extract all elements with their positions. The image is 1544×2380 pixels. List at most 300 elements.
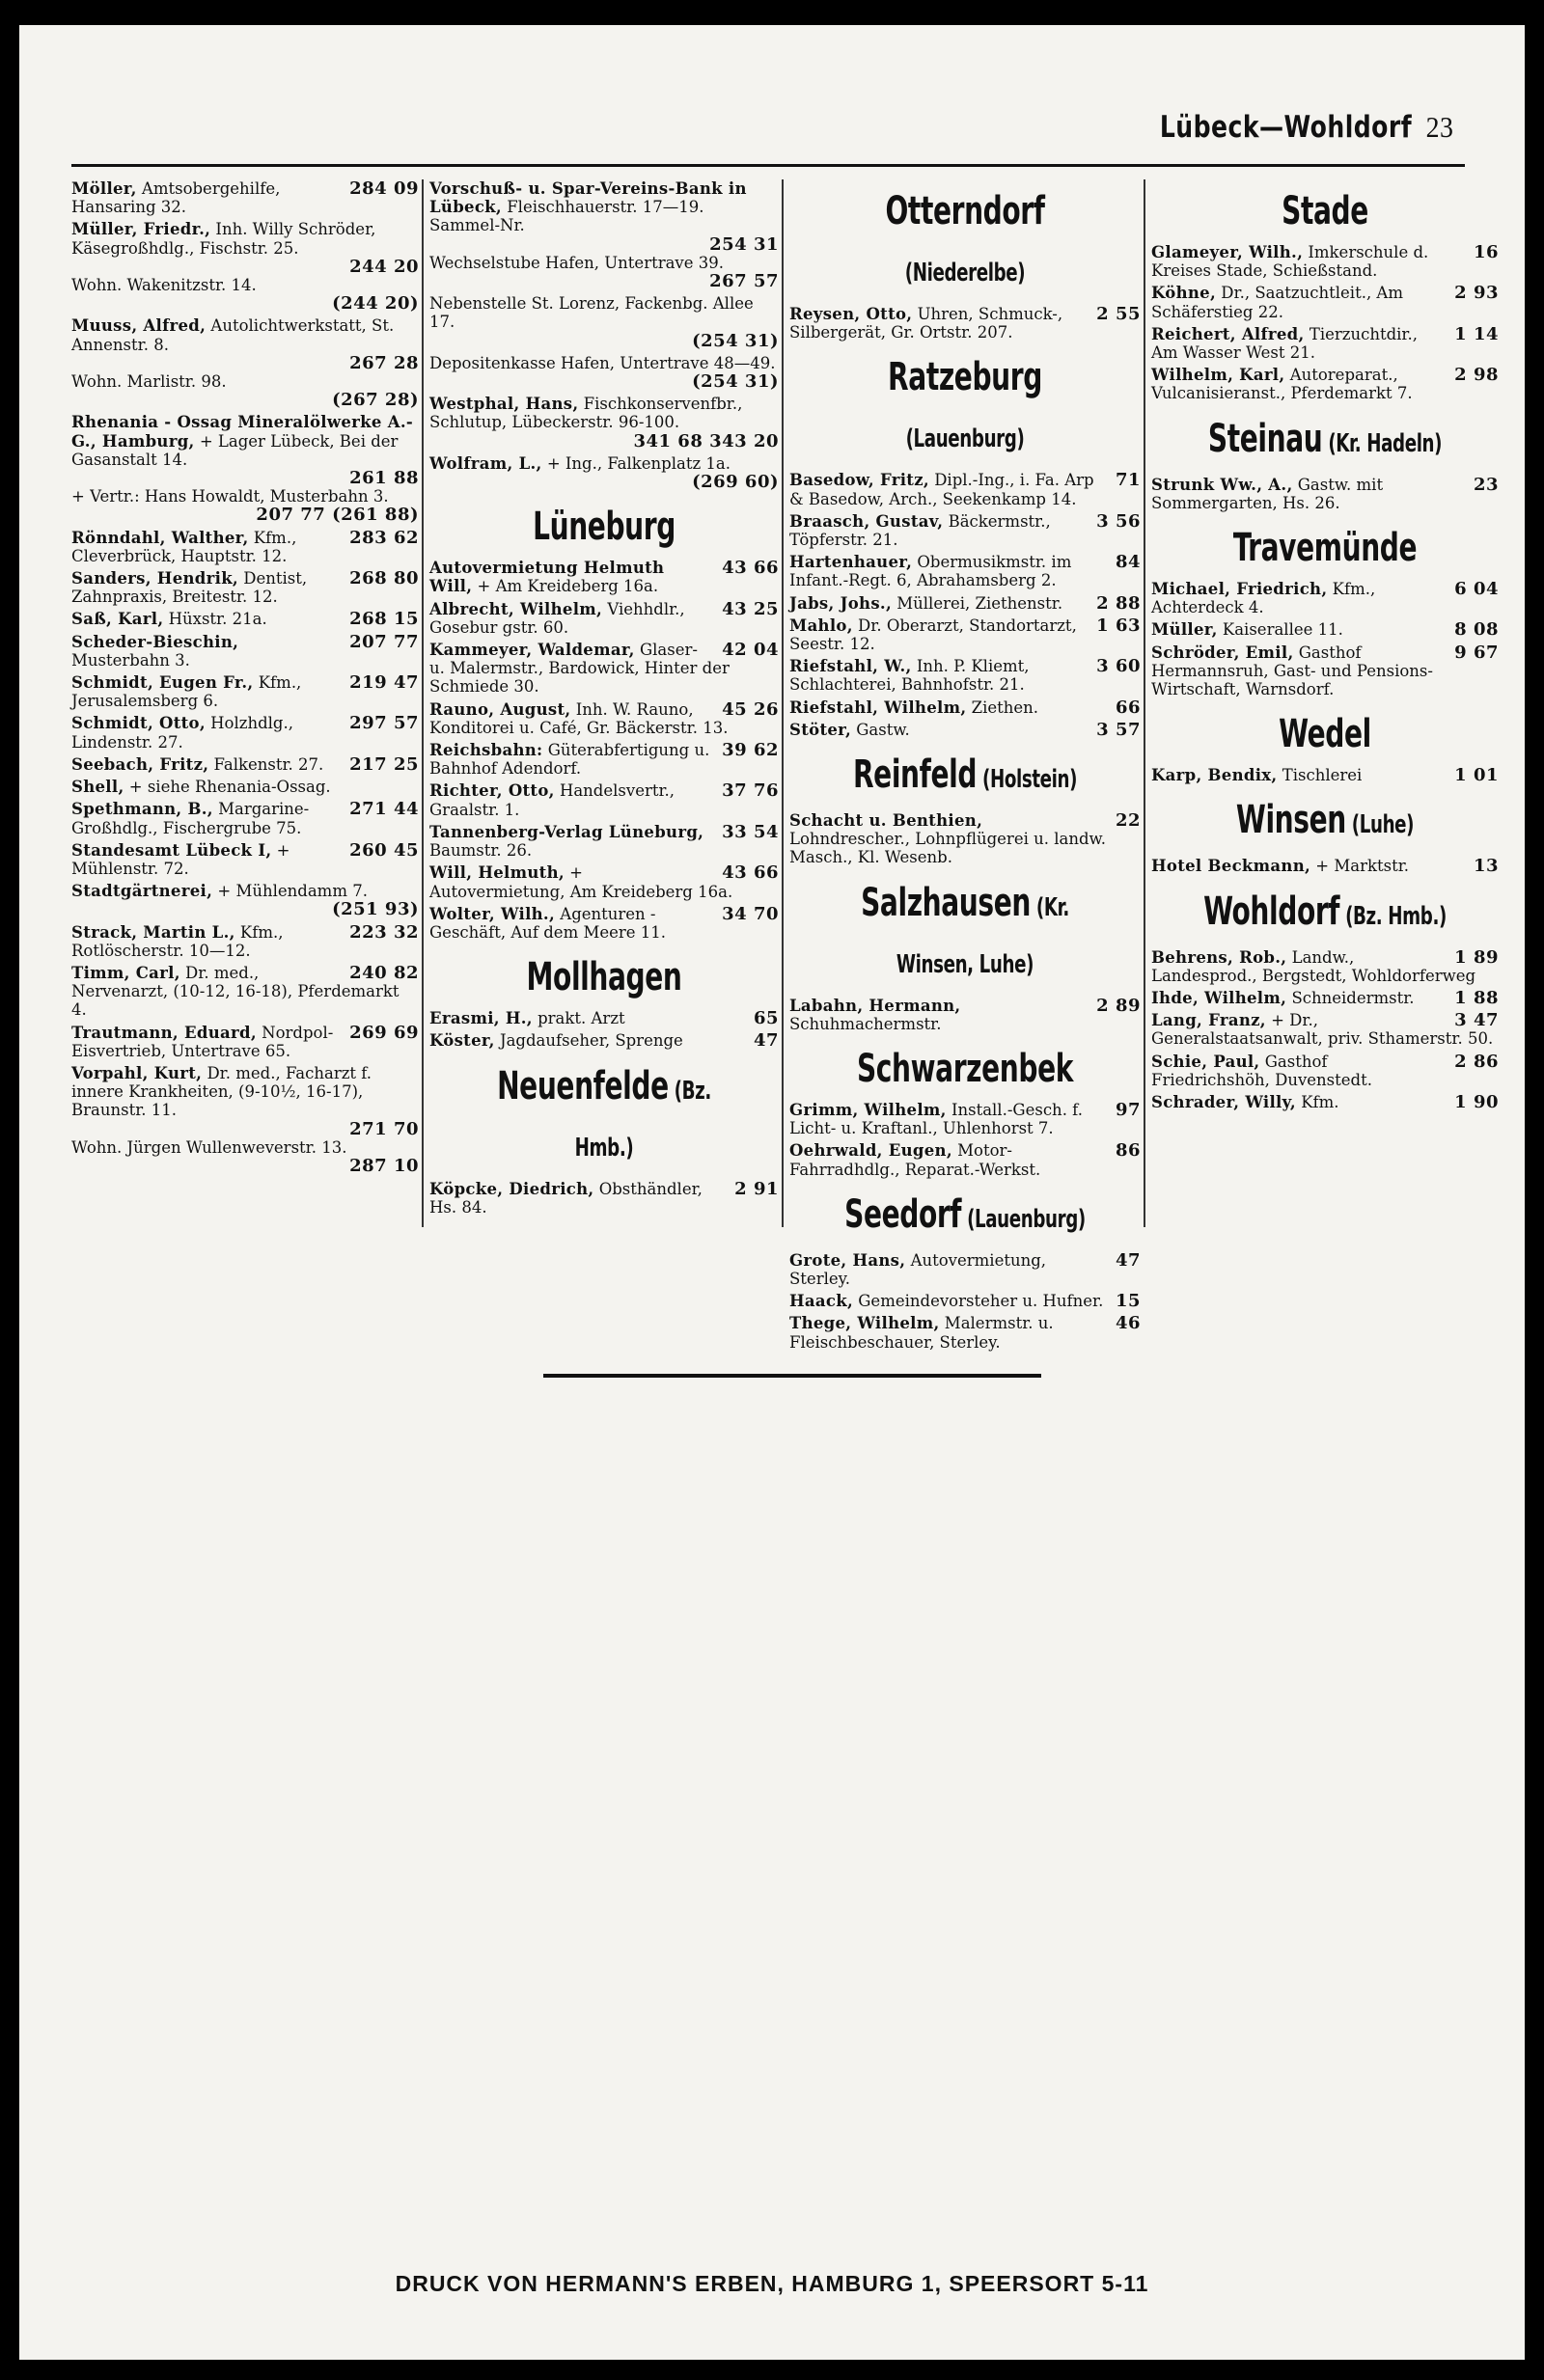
entry-details: Fischkonservenfbr., Schlutup, Lübeckerstr. 96-100. bbox=[429, 395, 743, 432]
entry-text bbox=[429, 559, 779, 595]
directory-entry bbox=[429, 641, 779, 697]
phone-number: 16 bbox=[1473, 242, 1499, 262]
entry-details: Agenturen - Geschäft, Auf dem Meere 11. bbox=[429, 904, 667, 942]
place-heading bbox=[828, 1043, 1102, 1095]
entry-details: Dr., Saatzuchtleit., Am Schäferstieg 22. bbox=[1151, 284, 1403, 321]
entry-details: + siehe Rhenania-Ossag. bbox=[128, 778, 331, 797]
place-district: (Niederelbe) bbox=[904, 259, 1026, 287]
entry-details: Viehhdlr., Gosebur gstr. 60. bbox=[429, 599, 685, 637]
phone-number: 33 54 bbox=[722, 821, 779, 842]
directory-entry bbox=[71, 755, 419, 774]
directory-entry bbox=[789, 616, 1141, 653]
entry-details: Ziethen. bbox=[971, 698, 1039, 717]
entry-extra: Wohn. Jürgen Wullenweverstr. 13. bbox=[71, 1137, 347, 1157]
phone-number: 287 10 bbox=[349, 1155, 419, 1176]
phone-number: (254 31) bbox=[692, 330, 779, 351]
end-rule bbox=[543, 1374, 1041, 1378]
phone-number: 8 08 bbox=[1454, 619, 1499, 641]
directory-entry bbox=[429, 354, 779, 391]
phone-number: 13 bbox=[1473, 856, 1499, 877]
entry-name: Schröder, Emil, bbox=[1151, 643, 1294, 662]
place-heading bbox=[468, 1060, 740, 1174]
entry-text bbox=[71, 179, 419, 216]
directory-entry bbox=[789, 1101, 1141, 1137]
place-heading bbox=[1190, 522, 1461, 574]
phone-number: 260 45 bbox=[349, 839, 419, 861]
entry-text bbox=[71, 755, 419, 774]
entry-details: Inh. W. Rauno, Konditorei u. Café, Gr. Bäckerstr. 13. bbox=[429, 699, 729, 737]
phone-number: 267 28 bbox=[349, 352, 419, 373]
directory-entry bbox=[429, 781, 779, 818]
place-name: Steinau bbox=[1207, 416, 1323, 461]
entry-name: Hotel Beckmann, bbox=[1151, 857, 1311, 876]
directory-entry bbox=[789, 721, 1141, 739]
entry-text bbox=[429, 1009, 779, 1027]
entry-name: Labahn, Hermann, bbox=[789, 996, 961, 1015]
entry-name: Rönndahl, Walther, bbox=[71, 528, 249, 547]
phone-number: 2 86 bbox=[1454, 1051, 1499, 1072]
phone-number: 267 57 bbox=[709, 271, 779, 292]
entry-name: Rhenania - Ossag Mineralölwerke A.-G., Hamburg, bbox=[71, 413, 414, 451]
phone-number: 39 62 bbox=[722, 740, 779, 761]
entry-name: Köhne, bbox=[1151, 284, 1217, 303]
directory-entry bbox=[71, 714, 419, 751]
directory-entry bbox=[71, 569, 419, 606]
entry-details: Holzhdlg., Lindenstr. 27. bbox=[71, 714, 293, 752]
entry-name: Schrader, Willy, bbox=[1151, 1093, 1296, 1112]
phone-number: 37 76 bbox=[722, 780, 779, 802]
entry-text bbox=[71, 964, 419, 1020]
entry-name: Lang, Franz, bbox=[1151, 1011, 1266, 1030]
entry-text bbox=[789, 1314, 1141, 1351]
entry-text bbox=[71, 610, 419, 628]
directory-entry bbox=[71, 179, 419, 216]
entry-name: Autovermietung Helmuth Will, bbox=[429, 559, 665, 596]
phone-number: 261 88 bbox=[349, 468, 419, 489]
phone-number: 1 89 bbox=[1454, 946, 1499, 968]
entry-extra: Wechselstube Hafen, Untertrave 39. bbox=[429, 253, 725, 272]
entry-name: Grimm, Wilhelm, bbox=[789, 1101, 947, 1120]
place-district: (Kr. Hadeln) bbox=[1322, 428, 1443, 458]
directory-entry bbox=[1151, 476, 1499, 512]
directory-entry bbox=[429, 1180, 779, 1217]
directory-entry bbox=[429, 741, 779, 778]
directory-entry bbox=[1151, 243, 1499, 280]
entry-details: Kfm., Rotlöscherstr. 10—12. bbox=[71, 922, 284, 960]
phone-number: 3 47 bbox=[1454, 1010, 1499, 1031]
entry-text bbox=[1151, 1053, 1499, 1089]
entry-name: Glameyer, Wilh., bbox=[1151, 243, 1304, 261]
entry-text bbox=[789, 616, 1141, 653]
entry-details: Kaiserallee 11. bbox=[1222, 620, 1343, 640]
entry-text bbox=[1151, 243, 1499, 280]
column-divider bbox=[782, 179, 784, 1227]
entry-details: Imkerschule d. Kreises Stade, Schießstand. bbox=[1151, 243, 1429, 281]
phone-number: 97 bbox=[1115, 1100, 1141, 1121]
phone-number: 223 32 bbox=[349, 921, 419, 943]
place-heading bbox=[828, 877, 1102, 991]
entry-name: Müller, Friedr., bbox=[71, 220, 211, 239]
entry-details: Glaser- u. Malermstr., Bardowick, Hinter der Schmiede 30. bbox=[429, 641, 730, 697]
directory-entry bbox=[1151, 766, 1499, 784]
entry-name: Spethmann, B., bbox=[71, 800, 213, 819]
entry-name: Ihde, Wilhelm, bbox=[1151, 989, 1287, 1008]
entry-text bbox=[71, 841, 419, 878]
directory-entry bbox=[1151, 1053, 1499, 1089]
entry-name: Schie, Paul, bbox=[1151, 1052, 1260, 1071]
place-name: Wedel bbox=[1279, 712, 1371, 757]
phone-number: 268 15 bbox=[349, 609, 419, 630]
entry-details: + Autovermietung, Am Kreideberg 16a. bbox=[429, 863, 733, 901]
place-name: Seedorf bbox=[844, 1191, 962, 1237]
entry-name: Timm, Carl, bbox=[71, 963, 180, 982]
directory-entry bbox=[429, 1031, 779, 1050]
running-head bbox=[1159, 110, 1453, 145]
directory-entry bbox=[429, 559, 779, 595]
directory-entry bbox=[789, 1251, 1141, 1288]
phone-number: (269 60) bbox=[692, 472, 779, 493]
phone-number: 207 77 bbox=[349, 631, 419, 652]
directory-entry bbox=[429, 863, 779, 900]
place-heading bbox=[828, 185, 1102, 299]
place-name: Stade bbox=[1282, 189, 1368, 233]
place-name: Travemünde bbox=[1232, 526, 1418, 571]
entry-details: Inh. Willy Schröder, Käsegroßhdlg., Fischstr. 25. bbox=[71, 220, 376, 258]
phone-number: 207 77 (261 88) bbox=[256, 505, 419, 526]
entry-name: Richter, Otto, bbox=[429, 781, 555, 801]
phone-number: 22 bbox=[1115, 810, 1141, 832]
entry-details: Malermstr. u. Fleischbeschauer, Sterley. bbox=[789, 1314, 1054, 1352]
entry-name: Sanders, Hendrik, bbox=[71, 569, 238, 588]
entry-name: Wilhelm, Karl, bbox=[1151, 366, 1285, 385]
place-heading bbox=[468, 951, 740, 1003]
directory-entry bbox=[789, 811, 1141, 867]
entry-text bbox=[1151, 766, 1499, 784]
phone-number: 15 bbox=[1115, 1291, 1141, 1312]
place-district: (Holstein) bbox=[977, 765, 1078, 795]
entry-name: Scheder-Bieschin, bbox=[71, 632, 239, 651]
phone-number: 297 57 bbox=[349, 713, 419, 734]
phone-number: (244 20) bbox=[332, 293, 419, 315]
entry-extra: Wohn. Marlistr. 98. bbox=[71, 372, 227, 392]
entry-text bbox=[429, 454, 779, 473]
entry-text bbox=[429, 1180, 779, 1217]
place-name: Mollhagen bbox=[526, 955, 682, 1000]
directory-entry bbox=[429, 700, 779, 737]
entry-text bbox=[71, 529, 419, 565]
phone-number: 284 09 bbox=[349, 178, 419, 199]
phone-number: 84 bbox=[1115, 552, 1141, 573]
entry-name: Schmidt, Otto, bbox=[71, 714, 206, 733]
directory-entry bbox=[789, 471, 1141, 507]
phone-number: 271 44 bbox=[349, 799, 419, 820]
phone-number: 341 68 343 20 bbox=[633, 430, 779, 451]
directory-entry bbox=[1151, 366, 1499, 402]
directory-entry bbox=[429, 179, 779, 290]
directory-page bbox=[19, 25, 1525, 2360]
entry-text bbox=[429, 863, 779, 900]
entry-name: Tannenberg-Verlag Lüneburg, bbox=[429, 822, 704, 841]
entry-details: Kfm., Achterdeck 4. bbox=[1151, 580, 1376, 617]
entry-details: + Marktstr. bbox=[1315, 857, 1410, 876]
entry-details: Obermusikmstr. im Infant.-Regt. 6, Abrahamsberg 2. bbox=[789, 553, 1072, 590]
running-head-title: Lübeck—Wohldorf bbox=[1159, 110, 1412, 145]
entry-details: Dr. med., Facharzt f. innere Krankheiten, (9-10½, 16-17), Braunstr. 11. bbox=[71, 1063, 372, 1120]
phone-number: 271 70 bbox=[349, 1118, 419, 1139]
entry-text bbox=[789, 512, 1141, 549]
entry-text bbox=[71, 714, 419, 751]
directory-entry bbox=[1151, 1011, 1499, 1048]
entry-extra: + Vertr.: Hans Howaldt, Musterbahn 3. bbox=[71, 487, 389, 506]
entry-details: Dipl.-Ing., i. Fa. Arp & Basedow, Arch., Seekenkamp 14. bbox=[789, 471, 1094, 508]
directory-entry bbox=[71, 882, 419, 918]
phone-number: 244 20 bbox=[349, 256, 419, 277]
phone-number: 1 14 bbox=[1454, 323, 1499, 344]
phone-number: 23 bbox=[1473, 474, 1499, 495]
place-heading bbox=[468, 501, 740, 553]
entry-details: Musterbahn 3. bbox=[71, 650, 190, 670]
entry-text bbox=[1151, 643, 1499, 699]
directory-entry bbox=[789, 594, 1141, 613]
place-district: (Bz. Hmb.) bbox=[1339, 901, 1447, 931]
entry-text bbox=[429, 641, 779, 697]
phone-number: 43 66 bbox=[722, 558, 779, 579]
directory-entry bbox=[1151, 857, 1499, 875]
directory-entry bbox=[789, 512, 1141, 549]
entry-text bbox=[1151, 948, 1499, 985]
entry-details: Fleischhauerstr. 17—19. Sammel-Nr. bbox=[429, 198, 704, 235]
phone-number: (267 28) bbox=[332, 390, 419, 411]
directory-entry bbox=[429, 1009, 779, 1027]
entry-text bbox=[1151, 1011, 1499, 1048]
place-district: (Bz. Hmb.) bbox=[574, 1076, 711, 1163]
directory-entry bbox=[71, 529, 419, 565]
entry-details: Landw., Landesprod., Bergstedt, Wohldorferweg bbox=[1151, 947, 1476, 985]
place-district: (Luhe) bbox=[1345, 810, 1415, 840]
directory-entry bbox=[71, 610, 419, 628]
entry-name: Vorpahl, Kurt, bbox=[71, 1063, 203, 1082]
entry-text bbox=[789, 305, 1141, 342]
phone-number: 42 04 bbox=[722, 640, 779, 661]
entry-text bbox=[1151, 325, 1499, 362]
entry-text bbox=[429, 741, 779, 778]
entry-name: Seebach, Fritz, bbox=[71, 754, 209, 774]
phone-number: 2 89 bbox=[1096, 995, 1141, 1016]
directory-entry bbox=[1151, 580, 1499, 616]
entry-name: Basedow, Fritz, bbox=[789, 471, 929, 490]
phone-number: 217 25 bbox=[349, 753, 419, 775]
place-name: Reinfeld bbox=[852, 752, 978, 798]
entry-text bbox=[1151, 857, 1499, 875]
entry-details: Tischlerei bbox=[1282, 766, 1363, 785]
entry-details: Kfm., Cleverbrück, Hauptstr. 12. bbox=[71, 528, 297, 565]
place-district: (Kr. Winsen, Luhe) bbox=[896, 892, 1069, 979]
entry-text bbox=[1151, 366, 1499, 402]
place-heading bbox=[828, 351, 1102, 465]
entry-details: Inh. P. Kliemt, Schlachterei, Bahnhofstr. 21. bbox=[789, 657, 1030, 695]
entry-name: Oehrwald, Eugen, bbox=[789, 1141, 952, 1161]
directory-entry bbox=[71, 841, 419, 878]
entry-extra: Wohn. Wakenitzstr. 14. bbox=[71, 276, 257, 295]
entry-text bbox=[1151, 620, 1499, 639]
entry-name: Saß, Karl, bbox=[71, 610, 164, 629]
entry-text bbox=[1151, 284, 1499, 320]
entry-name: Schacht u. Benthien, bbox=[789, 811, 983, 831]
column-divider bbox=[422, 179, 424, 1227]
entry-details: Schneidermstr. bbox=[1291, 989, 1415, 1008]
place-name: Lüneburg bbox=[533, 505, 676, 550]
phone-number: 2 55 bbox=[1096, 304, 1141, 324]
entry-text bbox=[429, 905, 779, 942]
entry-name: Braasch, Gustav, bbox=[789, 511, 944, 531]
directory-entry bbox=[71, 413, 419, 524]
directory-entry bbox=[1151, 284, 1499, 320]
entry-name: Riefstahl, Wilhelm, bbox=[789, 698, 967, 717]
directory-entry bbox=[789, 698, 1141, 717]
entry-details: Gasthof Friedrichshöh, Duvenstedt. bbox=[1151, 1052, 1372, 1089]
phone-number: 46 bbox=[1115, 1313, 1141, 1334]
entry-text bbox=[789, 811, 1141, 867]
entry-text bbox=[1151, 1093, 1499, 1111]
directory-entry bbox=[71, 316, 419, 409]
phone-number: 3 57 bbox=[1096, 719, 1141, 740]
entry-text bbox=[71, 413, 419, 469]
place-heading bbox=[1190, 708, 1461, 760]
directory-entry bbox=[789, 305, 1141, 342]
entry-name: Kammeyer, Waldemar, bbox=[429, 641, 635, 660]
phone-number: 283 62 bbox=[349, 527, 419, 548]
entry-details: + Mühlendamm 7. bbox=[217, 882, 368, 901]
entry-details: + Lager Lübeck, Bei der Gasanstalt 14. bbox=[71, 431, 399, 469]
entry-text bbox=[1151, 476, 1499, 512]
entry-text bbox=[789, 657, 1141, 694]
column-1 bbox=[71, 179, 419, 1179]
phone-number: 43 66 bbox=[722, 862, 779, 884]
entry-text bbox=[429, 179, 779, 235]
entry-details: Lohndrescher., Lohnpflügerei u. landw. Masch., Kl. Wesenb. bbox=[789, 830, 1106, 867]
entry-name: Haack, bbox=[789, 1292, 853, 1311]
phone-number: 1 90 bbox=[1454, 1092, 1499, 1113]
entry-details: Tierzuchtdir., Am Wasser West 21. bbox=[1151, 324, 1418, 363]
entry-details: Install.-Gesch. f. Licht- u. Kraftanl., Uhlenhorst 7. bbox=[789, 1101, 1083, 1138]
place-heading bbox=[828, 1189, 1102, 1245]
entry-details: Gasthof Hermannsruh, Gast- und Pensions-Wirtschaft, Warnsdorf. bbox=[1151, 643, 1433, 699]
directory-entry bbox=[71, 220, 419, 313]
entry-name: Reichsbahn: bbox=[429, 741, 543, 760]
place-district: (Lauenburg) bbox=[961, 1204, 1086, 1234]
entry-text bbox=[71, 800, 419, 836]
directory-entry bbox=[429, 294, 779, 350]
entry-text bbox=[789, 1251, 1141, 1288]
entry-text bbox=[71, 882, 419, 900]
entry-details: Nordpol-Eisvertrieb, Untertrave 65. bbox=[71, 1023, 334, 1060]
entry-name: Vorschuß- u. Spar-Vereins-Bank in Lübeck, bbox=[429, 179, 747, 217]
phone-number: 1 88 bbox=[1454, 988, 1499, 1009]
place-name: Salzhausen bbox=[861, 880, 1031, 925]
entry-details: Kfm. bbox=[1301, 1093, 1339, 1112]
entry-text bbox=[71, 633, 419, 670]
column-3 bbox=[789, 179, 1141, 1355]
entry-text bbox=[429, 1031, 779, 1050]
entry-details: Hüxstr. 21a. bbox=[168, 610, 267, 629]
place-heading bbox=[1190, 794, 1461, 851]
directory-entry bbox=[71, 1024, 419, 1060]
entry-text bbox=[429, 823, 779, 860]
entry-name: Hartenhauer, bbox=[789, 553, 913, 572]
directory-entry bbox=[1151, 620, 1499, 639]
entry-name: Behrens, Rob., bbox=[1151, 947, 1287, 967]
entry-details: + Ing., Falkenplatz 1a. bbox=[546, 453, 731, 473]
directory-entry bbox=[1151, 325, 1499, 362]
entry-details: + Dr., Generalstaatsanwalt, priv. Sthamerstr. 50. bbox=[1151, 1011, 1494, 1049]
entry-details: Autolichtwerkstatt, St. Annenstr. 8. bbox=[71, 316, 395, 354]
entry-details: Depositenkasse Hafen, Untertrave 48—49. bbox=[429, 353, 776, 372]
entry-name: Müller, bbox=[1151, 620, 1218, 640]
directory-entry bbox=[789, 1314, 1141, 1351]
directory-entry bbox=[1151, 1093, 1499, 1111]
phone-number: 9 67 bbox=[1454, 642, 1499, 663]
directory-entry bbox=[789, 657, 1141, 694]
phone-number: (251 93) bbox=[332, 899, 419, 920]
entry-name: Reysen, Otto, bbox=[789, 305, 913, 323]
entry-name: Reichert, Alfred, bbox=[1151, 324, 1305, 343]
entry-text bbox=[71, 673, 419, 710]
entry-text bbox=[429, 395, 779, 431]
entry-text bbox=[789, 1141, 1141, 1178]
entry-name: Möller, bbox=[71, 179, 137, 198]
entry-details: prakt. Arzt bbox=[538, 1009, 625, 1028]
entry-name: Wolter, Wilh., bbox=[429, 904, 556, 923]
entry-name: Westphal, Hans, bbox=[429, 395, 579, 414]
directory-entry bbox=[789, 1292, 1141, 1310]
entry-text bbox=[1151, 580, 1499, 616]
directory-entry bbox=[71, 633, 419, 670]
entry-text bbox=[429, 700, 779, 737]
entry-details: Güterabfertigung u. Bahnhof Adendorf. bbox=[429, 741, 710, 779]
phone-number: 268 80 bbox=[349, 568, 419, 589]
entry-details: Kfm., Jerusalemsberg 6. bbox=[71, 673, 302, 711]
entry-name: Stöter, bbox=[789, 720, 851, 739]
directory-entry bbox=[429, 823, 779, 860]
phone-number: 2 93 bbox=[1454, 283, 1499, 304]
directory-entry bbox=[71, 923, 419, 960]
entry-name: Schmidt, Eugen Fr., bbox=[71, 673, 254, 693]
directory-entry bbox=[789, 997, 1141, 1033]
printer-imprint: DRUCK VON HERMANN'S ERBEN, HAMBURG 1, SPEERSORT 5-11 bbox=[395, 2271, 1149, 2296]
place-name: Wohldorf bbox=[1203, 889, 1340, 934]
entry-text bbox=[71, 1064, 419, 1120]
directory-entry bbox=[71, 778, 419, 796]
entry-text bbox=[71, 220, 419, 257]
entry-details: Margarine-Großhdlg., Fischergrube 75. bbox=[71, 800, 310, 837]
phone-number: 34 70 bbox=[722, 903, 779, 924]
entry-name: Mahlo, bbox=[789, 616, 853, 635]
phone-number: 43 25 bbox=[722, 598, 779, 619]
entry-text bbox=[789, 1292, 1141, 1310]
phone-number: 47 bbox=[753, 1030, 779, 1052]
entry-name: Karp, Bendix, bbox=[1151, 766, 1278, 785]
entry-name: Stadtgärtnerei, bbox=[71, 882, 213, 901]
entry-text bbox=[71, 778, 419, 796]
entry-name: Riefstahl, W., bbox=[789, 657, 912, 676]
directory-entry bbox=[429, 395, 779, 451]
directory-entry bbox=[1151, 989, 1499, 1007]
entry-details: Falkenstr. 27. bbox=[213, 754, 324, 774]
phone-number: 45 26 bbox=[722, 698, 779, 720]
entry-details: Müllerei, Ziethenstr. bbox=[896, 593, 1063, 613]
phone-number: 1 01 bbox=[1454, 765, 1499, 786]
directory-entry bbox=[789, 1141, 1141, 1178]
